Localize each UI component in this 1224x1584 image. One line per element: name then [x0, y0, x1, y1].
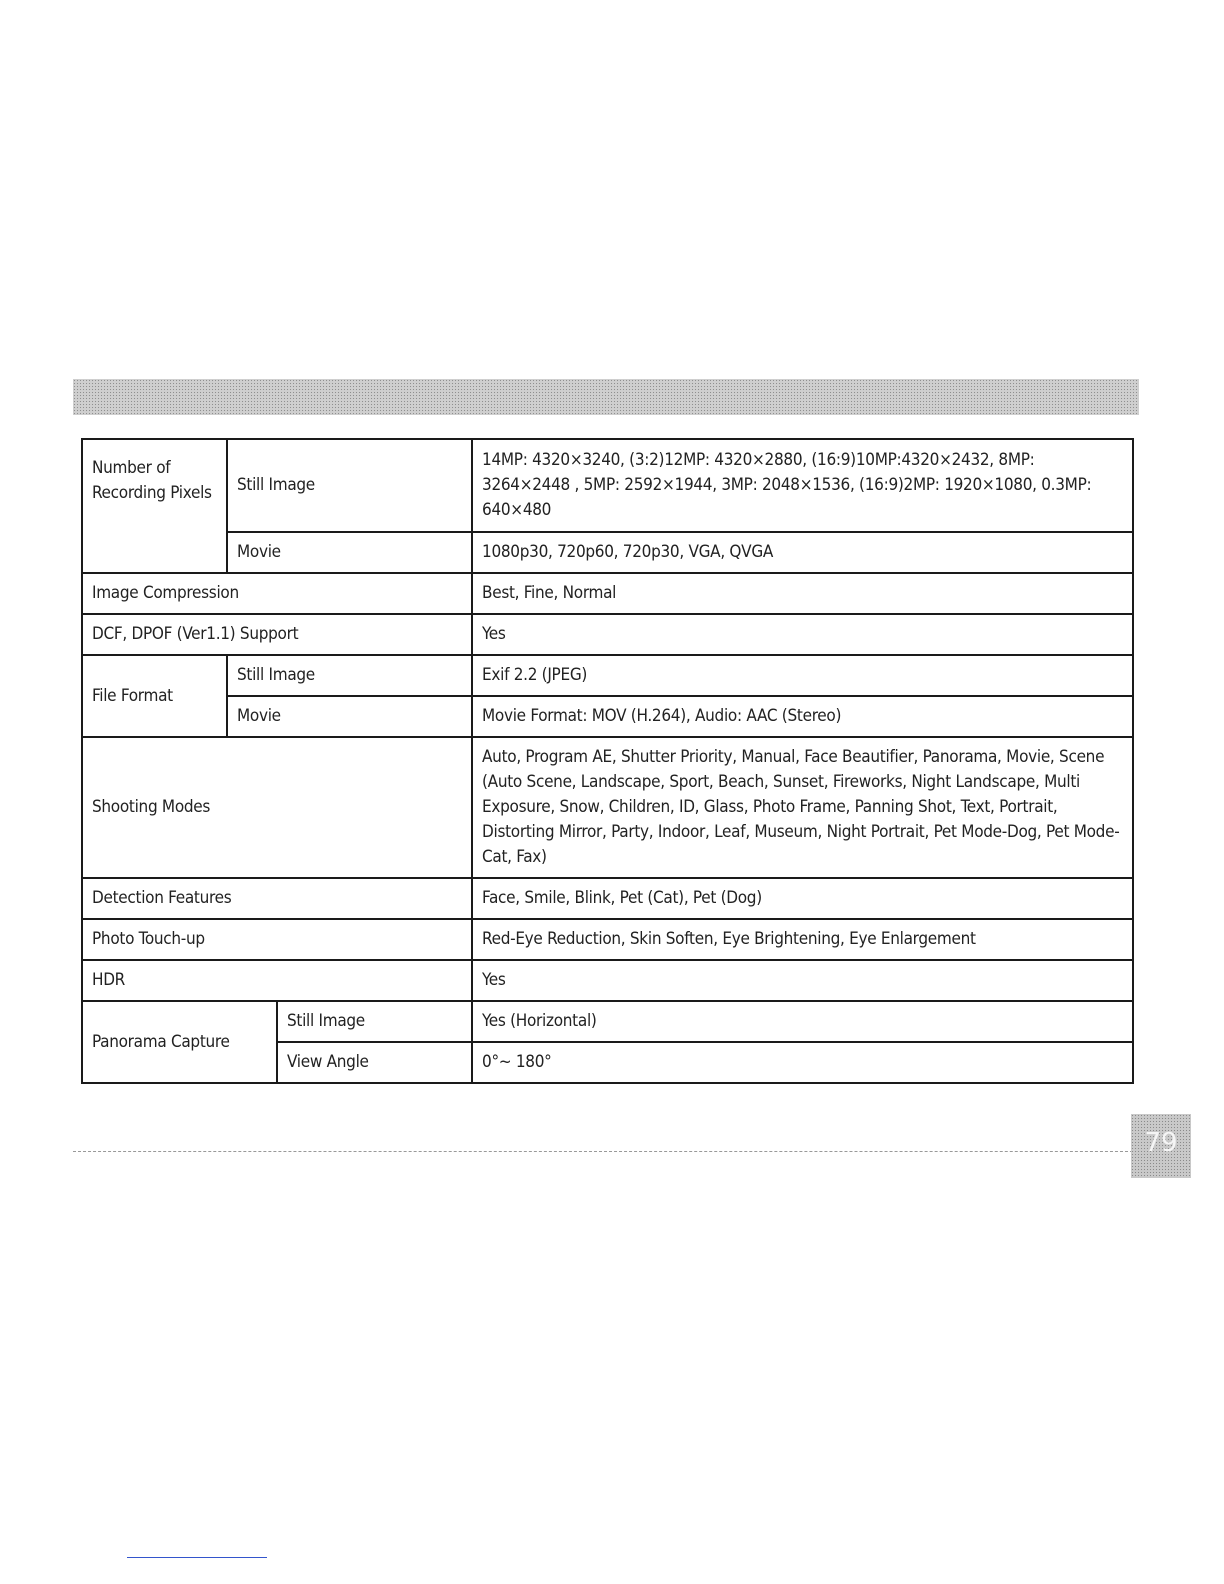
touchup-value: Red-Eye Reduction, Skin Soften, Eye Brightening, Eye Enlargement	[472, 919, 1133, 960]
pixels-still-label: Still Image	[227, 439, 472, 532]
detection-value: Face, Smile, Blink, Pet (Cat), Pet (Dog)	[472, 878, 1133, 919]
touchup-label: Photo Touch-up	[82, 919, 472, 960]
detection-label: Detection Features	[82, 878, 472, 919]
file-still-label: Still Image	[227, 655, 472, 696]
shooting-label: Shooting Modes	[82, 737, 472, 878]
panorama-label: Panorama Capture	[82, 1001, 277, 1083]
section-header-band	[73, 379, 1139, 415]
table-row	[82, 573, 1133, 614]
file-still-value: Exif 2.2 (JPEG)	[472, 655, 1133, 696]
pixels-still-value: 14MP: 4320×3240, (3:2)12MP: 4320×2880, (16:9)10MP:4320×2432, 8MP: 3264×2448 , 5MP: 2592×1944, 3MP: 2048×1536, (16:9)2MP: 1920×1080, 0.3MP: 640×480	[472, 439, 1133, 532]
table-row	[82, 878, 1133, 919]
pano-still-value: Yes (Horizontal)	[472, 1001, 1133, 1042]
file-movie-label: Movie	[227, 696, 472, 737]
hdr-value: Yes	[472, 960, 1133, 1001]
shooting-value: Auto, Program AE, Shutter Priority, Manual, Face Beautifier, Panorama, Movie, Scene (Auto Scene, Landscape, Sport, Beach, Sunset, Fireworks, Night Landscape, Multi Exposure, Snow, Children, ID, Glass, Photo Frame, Panning Shot, Text, Portrait, Distorting Mirror, Party, Indoor, Leaf, Museum, Night Portrait, Pet Mode-Dog, Pet Mode-Cat, Fax)	[472, 737, 1133, 878]
link-underline	[127, 1557, 267, 1558]
table-row	[82, 614, 1133, 655]
table-row	[82, 737, 1133, 878]
table-row	[82, 960, 1133, 1001]
pano-angle-value: 0°~ 180°	[472, 1042, 1133, 1083]
table-row	[82, 439, 1133, 532]
pixels-label: Number of Recording Pixels	[82, 439, 227, 573]
hdr-label: HDR	[82, 960, 472, 1001]
table-row	[82, 532, 1133, 573]
pixels-movie-value: 1080p30, 720p60, 720p30, VGA, QVGA	[472, 532, 1133, 573]
table-row	[82, 655, 1133, 696]
file-movie-value: Movie Format: MOV (H.264), Audio: AAC (Stereo)	[472, 696, 1133, 737]
pano-still-label: Still Image	[277, 1001, 472, 1042]
footer-divider	[73, 1151, 1133, 1152]
page-number: 79	[1131, 1114, 1191, 1178]
table-row	[82, 919, 1133, 960]
table-row	[82, 1001, 1133, 1042]
pixels-movie-label: Movie	[227, 532, 472, 573]
pano-angle-label: View Angle	[277, 1042, 472, 1083]
table-row	[82, 696, 1133, 737]
compression-value: Best, Fine, Normal	[472, 573, 1133, 614]
specifications-table	[81, 438, 1134, 1084]
dcf-value: Yes	[472, 614, 1133, 655]
dcf-label: DCF, DPOF (Ver1.1) Support	[82, 614, 472, 655]
compression-label: Image Compression	[82, 573, 472, 614]
file-format-label: File Format	[82, 655, 227, 737]
